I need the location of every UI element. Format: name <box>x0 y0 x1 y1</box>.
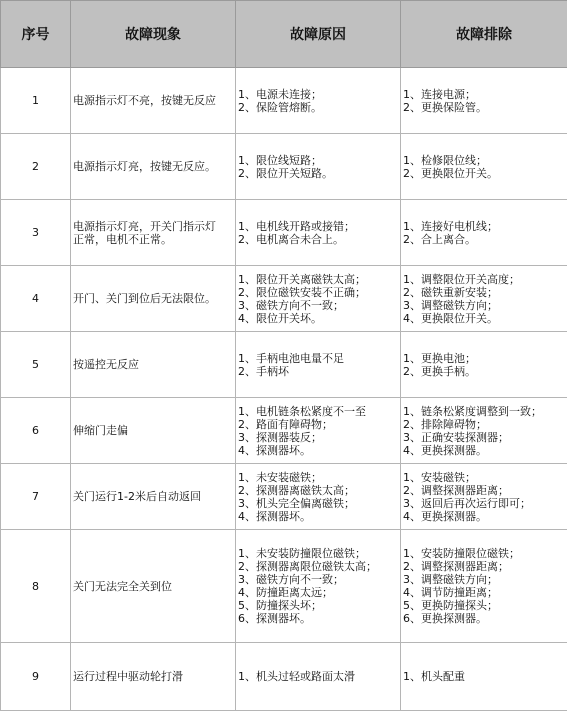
cause-cell <box>236 530 401 643</box>
table-row <box>1 643 567 711</box>
row-number: 2 <box>1 134 71 200</box>
cause-line: 2、限位磁铁安装不正确； <box>238 286 398 299</box>
cause-line: 1、机头过轻或路面太滑 <box>238 670 398 683</box>
fix-line: 2、合上离合。 <box>403 233 565 246</box>
fix-cell <box>401 68 567 134</box>
table-row <box>1 68 567 134</box>
fix-line: 3、调整磁铁方向； <box>403 573 565 586</box>
symptom-line: 运行过程中驱动轮打滑 <box>73 670 233 683</box>
cause-cell <box>236 464 401 530</box>
cause-line: 2、限位开关短路。 <box>238 167 398 180</box>
fix-cell <box>401 134 567 200</box>
cause-line: 3、机头完全偏离磁铁； <box>238 497 398 510</box>
fix-line: 1、机头配重 <box>403 670 565 683</box>
cause-line: 4、限位开关坏。 <box>238 312 398 325</box>
table-row <box>1 266 567 332</box>
fix-cell <box>401 332 567 398</box>
header-fix: 故障排除 <box>401 1 567 68</box>
fix-line: 1、安装磁铁； <box>403 471 565 484</box>
fix-line: 2、更换手柄。 <box>403 365 565 378</box>
symptom-line: 电源指示灯亮，按键无反应。 <box>73 160 233 173</box>
fix-line: 2、更换保险管。 <box>403 101 565 114</box>
table-row <box>1 464 567 530</box>
fix-cell <box>401 464 567 530</box>
cause-cell <box>236 643 401 711</box>
symptom-line: 关门运行1-2米后自动返回 <box>73 490 233 503</box>
cause-line: 4、探测器坏。 <box>238 510 398 523</box>
cause-cell <box>236 398 401 464</box>
fix-cell <box>401 266 567 332</box>
header-number: 序号 <box>1 1 71 68</box>
table-row <box>1 530 567 643</box>
fix-line: 5、更换防撞探头； <box>403 599 565 612</box>
symptom-line: 电源指示灯不亮，按键无反应 <box>73 94 233 107</box>
cause-line: 1、手柄电池电量不足 <box>238 352 398 365</box>
fix-line: 3、正确安装探测器； <box>403 431 565 444</box>
cause-line: 3、磁铁方向不一致； <box>238 573 398 586</box>
symptom-cell <box>71 200 236 266</box>
fix-line: 4、更换限位开关。 <box>403 312 565 325</box>
row-number: 9 <box>1 643 71 711</box>
cause-cell <box>236 200 401 266</box>
symptom-cell <box>71 643 236 711</box>
cause-line: 1、电源未连接； <box>238 88 398 101</box>
fix-cell <box>401 530 567 643</box>
fix-line: 6、更换探测器。 <box>403 612 565 625</box>
cause-line: 1、电机链条松紧度不一至 <box>238 405 398 418</box>
symptom-line: 正常，电机不正常。 <box>73 233 233 246</box>
fix-line: 1、检修限位线； <box>403 154 565 167</box>
cause-line: 1、限位开关离磁铁太高； <box>238 273 398 286</box>
symptom-cell <box>71 134 236 200</box>
fix-line: 4、更换探测器。 <box>403 444 565 457</box>
symptom-line: 按遥控无反应 <box>73 358 233 371</box>
fix-line: 1、连接好电机线； <box>403 220 565 233</box>
symptom-line: 开门、关门到位后无法限位。 <box>73 292 233 305</box>
cause-line: 2、探测器离限位磁铁太高； <box>238 560 398 573</box>
cause-line: 1、未安装防撞限位磁铁； <box>238 547 398 560</box>
table-row <box>1 332 567 398</box>
fix-line: 2、更换限位开关。 <box>403 167 565 180</box>
cause-line: 6、探测器坏。 <box>238 612 398 625</box>
symptom-cell <box>71 530 236 643</box>
header-symptom: 故障现象 <box>71 1 236 68</box>
row-number: 1 <box>1 68 71 134</box>
symptom-line: 电源指示灯亮，开关门指示灯 <box>73 220 233 233</box>
cause-line: 2、手柄坏 <box>238 365 398 378</box>
cause-cell <box>236 68 401 134</box>
fix-line: 2、调整探测器距离； <box>403 484 565 497</box>
cause-cell <box>236 332 401 398</box>
row-number: 6 <box>1 398 71 464</box>
row-number: 5 <box>1 332 71 398</box>
symptom-cell <box>71 398 236 464</box>
fix-line: 1、更换电池； <box>403 352 565 365</box>
symptom-cell <box>71 332 236 398</box>
fix-line: 3、调整磁铁方向； <box>403 299 565 312</box>
symptom-cell <box>71 464 236 530</box>
cause-line: 2、电机离合未合上。 <box>238 233 398 246</box>
cause-cell <box>236 266 401 332</box>
header-cause: 故障原因 <box>236 1 401 68</box>
row-number: 3 <box>1 200 71 266</box>
fix-line: 1、调整限位开关高度； <box>403 273 565 286</box>
fix-line: 2、排除障碍物； <box>403 418 565 431</box>
symptom-line: 关门无法完全关到位 <box>73 580 233 593</box>
cause-line: 4、防撞距离太远； <box>238 586 398 599</box>
fix-cell <box>401 398 567 464</box>
header-row <box>1 1 567 68</box>
fix-line: 4、更换探测器。 <box>403 510 565 523</box>
table-row <box>1 398 567 464</box>
cause-line: 2、探测器离磁铁太高； <box>238 484 398 497</box>
fix-line: 2、磁铁重新安装； <box>403 286 565 299</box>
cause-line: 1、限位线短路； <box>238 154 398 167</box>
fix-line: 1、安装防撞限位磁铁； <box>403 547 565 560</box>
cause-line: 3、探测器装反； <box>238 431 398 444</box>
row-number: 4 <box>1 266 71 332</box>
fix-line: 4、调节防撞距离； <box>403 586 565 599</box>
row-number: 8 <box>1 530 71 643</box>
cause-line: 4、探测器坏。 <box>238 444 398 457</box>
fix-line: 2、调整探测器距离； <box>403 560 565 573</box>
cause-line: 5、防撞探头坏； <box>238 599 398 612</box>
fix-cell <box>401 200 567 266</box>
symptom-line: 伸缩门走偏 <box>73 424 233 437</box>
symptom-cell <box>71 68 236 134</box>
cause-cell <box>236 134 401 200</box>
cause-line: 1、未安装磁铁； <box>238 471 398 484</box>
fix-line: 1、连接电源； <box>403 88 565 101</box>
cause-line: 2、保险管熔断。 <box>238 101 398 114</box>
cause-line: 2、路面有障碍物； <box>238 418 398 431</box>
cause-line: 3、磁铁方向不一致； <box>238 299 398 312</box>
symptom-cell <box>71 266 236 332</box>
fix-line: 1、链条松紧度调整到一致； <box>403 405 565 418</box>
cause-line: 1、电机线开路或接错； <box>238 220 398 233</box>
table-row <box>1 134 567 200</box>
fix-line: 3、返回后再次运行即可； <box>403 497 565 510</box>
row-number: 7 <box>1 464 71 530</box>
table-row <box>1 200 567 266</box>
fix-cell <box>401 643 567 711</box>
